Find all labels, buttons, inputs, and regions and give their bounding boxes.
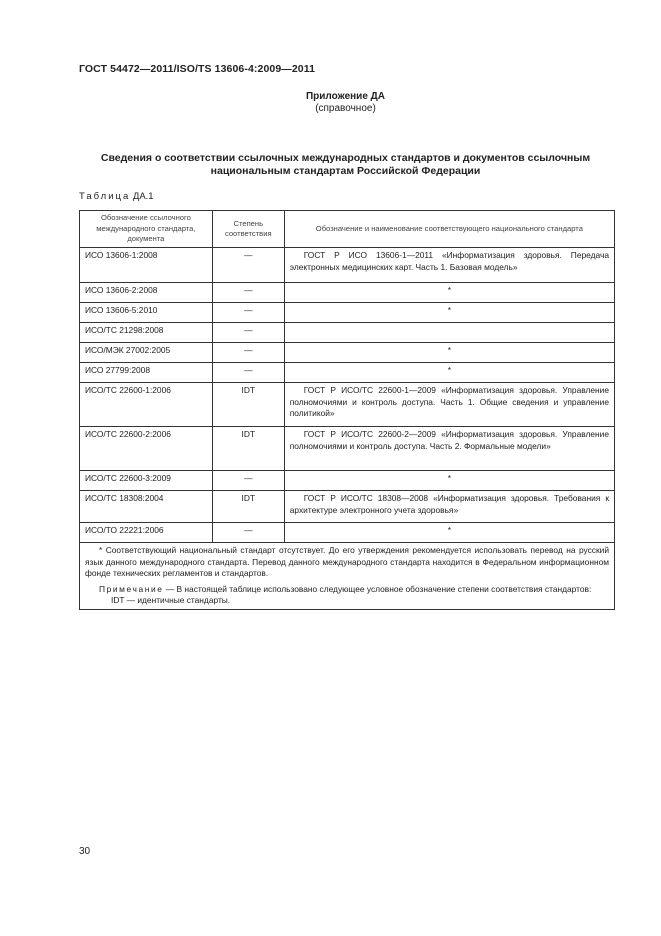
cell-national-text: ГОСТ Р ИСО/ТС 22600-2—2009 «Информатизация здоровья. Управление полномочиями и контроль доступа. Часть 2. Формальные модели» — [289, 429, 609, 451]
header-national-standard: Обозначение и наименование соответствующего национального стандарта — [284, 211, 614, 248]
cell-national-text: ГОСТ Р ИСО 13606-1—2011 «Информатизация здоровья. Передача электронных медицинских карт. Часть 1. Базовая модель» — [289, 250, 609, 272]
note-text: — В настоящей таблице использовано следующее условное обозначение степени соответствия стандартов: — [163, 583, 592, 594]
appendix-title: Приложение ДА — [305, 91, 386, 102]
table-row — [80, 471, 615, 491]
table-notes — [80, 543, 615, 610]
cell-degree: — — [212, 323, 284, 343]
table-footnote: * Соответствующий национальный стандарт отсутствует. До его утверждения рекомендуется использовать перевод на русский язык данного международного стандарта. Перевод данного международного стандарта находится в Федеральном информационном фонде технических регламентов и стандартов. — [85, 545, 609, 578]
cell-international-standard: ИСО/ТС 21298:2008 — [80, 323, 213, 343]
cell-degree: IDT — [212, 427, 284, 471]
page-number: 30 — [79, 846, 91, 857]
cell-international-standard: ИСО 27799:2008 — [80, 363, 213, 383]
appendix-subtitle: (справочное) — [315, 103, 376, 114]
cell-national-standard: * — [284, 523, 614, 543]
cell-degree: IDT — [212, 383, 284, 427]
appendix-heading — [0, 91, 661, 115]
note-label: Примечание — [99, 583, 164, 594]
cell-international-standard: ИСО 13606-1:2008 — [80, 248, 213, 283]
section-title — [79, 152, 612, 178]
cell-national-standard — [284, 491, 614, 523]
table-row — [80, 248, 615, 283]
cell-international-standard: ИСО/ТС 22600-2:2006 — [80, 427, 213, 471]
table-row — [80, 363, 615, 383]
table-row — [80, 283, 615, 303]
cell-international-standard: ИСО/ТО 22221:2006 — [80, 523, 213, 543]
cell-national-standard — [284, 248, 614, 283]
cell-degree: IDT — [212, 491, 284, 523]
cell-national-standard — [284, 323, 614, 343]
table-row — [80, 427, 615, 471]
cell-degree: — — [212, 248, 284, 283]
cell-international-standard: ИСО/МЭК 27002:2005 — [80, 343, 213, 363]
table-notes-row — [80, 543, 615, 610]
cell-national-text: ГОСТ Р ИСО/ТС 22600-1—2009 «Информатизация здоровья. Управление полномочиями и контроль доступа. Часть 1. Общие сведения и управление политикой» — [289, 385, 609, 418]
section-title-line-2: национальным стандартам Российской Федерации — [210, 165, 481, 177]
cell-national-text: ГОСТ Р ИСО/ТС 18308—2008 «Информатизация здоровья. Требования к архитектуре электронного учета здоровья» — [289, 493, 609, 515]
note-idt-definition: IDT — идентичные стандарты. — [111, 595, 231, 605]
cell-national-standard: * — [284, 471, 614, 491]
header-degree-of-correspondence: Степень соответствия — [212, 211, 284, 248]
section-title-line-1: Сведения о соответствии ссылочных международных стандартов и документов ссылочным — [100, 152, 591, 164]
cell-national-standard: * — [284, 303, 614, 323]
table-row — [80, 303, 615, 323]
cell-national-standard: * — [284, 343, 614, 363]
table-row — [80, 523, 615, 543]
correspondence-table — [79, 210, 615, 610]
table-header-row — [80, 211, 615, 248]
table-row — [80, 491, 615, 523]
cell-national-standard: * — [284, 283, 614, 303]
table-caption-id: ДА.1 — [132, 191, 154, 202]
cell-international-standard: ИСО/ТС 18308:2004 — [80, 491, 213, 523]
cell-national-standard — [284, 427, 614, 471]
cell-degree: — — [212, 283, 284, 303]
cell-international-standard: ИСО 13606-2:2008 — [80, 283, 213, 303]
cell-degree: — — [212, 363, 284, 383]
table-row — [80, 343, 615, 363]
cell-international-standard: ИСО/ТС 22600-3:2009 — [80, 471, 213, 491]
cell-national-standard: * — [284, 363, 614, 383]
cell-degree: — — [212, 471, 284, 491]
table-row — [80, 383, 615, 427]
cell-degree: — — [212, 303, 284, 323]
cell-degree: — — [212, 343, 284, 363]
cell-degree: — — [212, 523, 284, 543]
cell-international-standard: ИСО 13606-5:2010 — [80, 303, 213, 323]
table-caption-word: Таблица — [79, 191, 131, 202]
cell-international-standard: ИСО/ТС 22600-1:2006 — [80, 383, 213, 427]
table-row — [80, 323, 615, 343]
table-note — [85, 584, 609, 596]
cell-national-standard — [284, 383, 614, 427]
header-international-standard: Обозначение ссылочного международного стандарта, документа — [80, 211, 213, 248]
table-caption — [79, 191, 154, 202]
document-code-header: ГОСТ 54472—2011/ISO/TS 13606-4:2009—2011 — [79, 63, 316, 75]
